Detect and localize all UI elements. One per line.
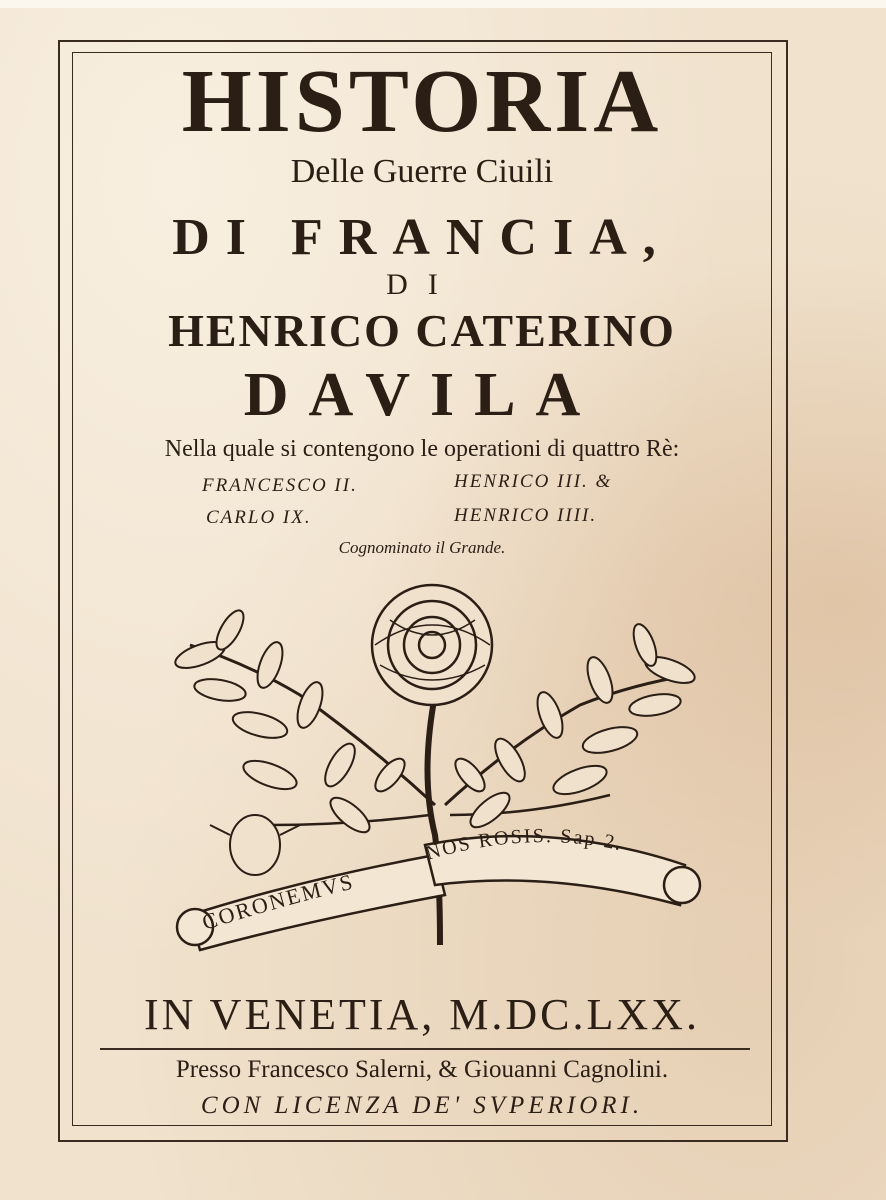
printer-line: Presso Francesco Salerni, & Giouanni Cagnolini. <box>175 1056 669 1083</box>
printers-device-rose-woodcut <box>150 575 720 975</box>
author-name-line1: HENRICO CATERINO <box>168 305 676 356</box>
page-top-edge <box>0 0 886 8</box>
king-henrico-iiii: HENRICO IIII. <box>454 505 598 526</box>
country-line: DI FRANCIA, <box>172 209 672 266</box>
motto-right-text: NOS ROSIS. Sap 2. <box>423 825 626 865</box>
motto-left-text: CORONEMVS <box>199 868 357 935</box>
king-henrico-iii: HENRICO III. & <box>454 471 613 492</box>
epithet-line: Cognominato il Grande. <box>338 538 506 557</box>
imprint-place-date: IN VENETIA, M.DC.LXX. <box>144 990 700 1039</box>
book-subtitle: Delle Guerre Ciuili <box>290 153 554 190</box>
book-title: HISTORIA <box>181 52 663 151</box>
author-name-line2: DAVILA <box>243 361 601 429</box>
king-carlo-ix: CARLO IX. <box>206 507 312 528</box>
king-francesco-ii: FRANCESCO II. <box>202 475 358 496</box>
author-preposition: DI <box>386 268 458 301</box>
description-line: Nella quale si contengono le operationi di quattro Rè: <box>164 436 680 462</box>
imprint-rule <box>100 1048 750 1050</box>
license-line: CON LICENZA DE' SVPERIORI. <box>200 1092 644 1119</box>
